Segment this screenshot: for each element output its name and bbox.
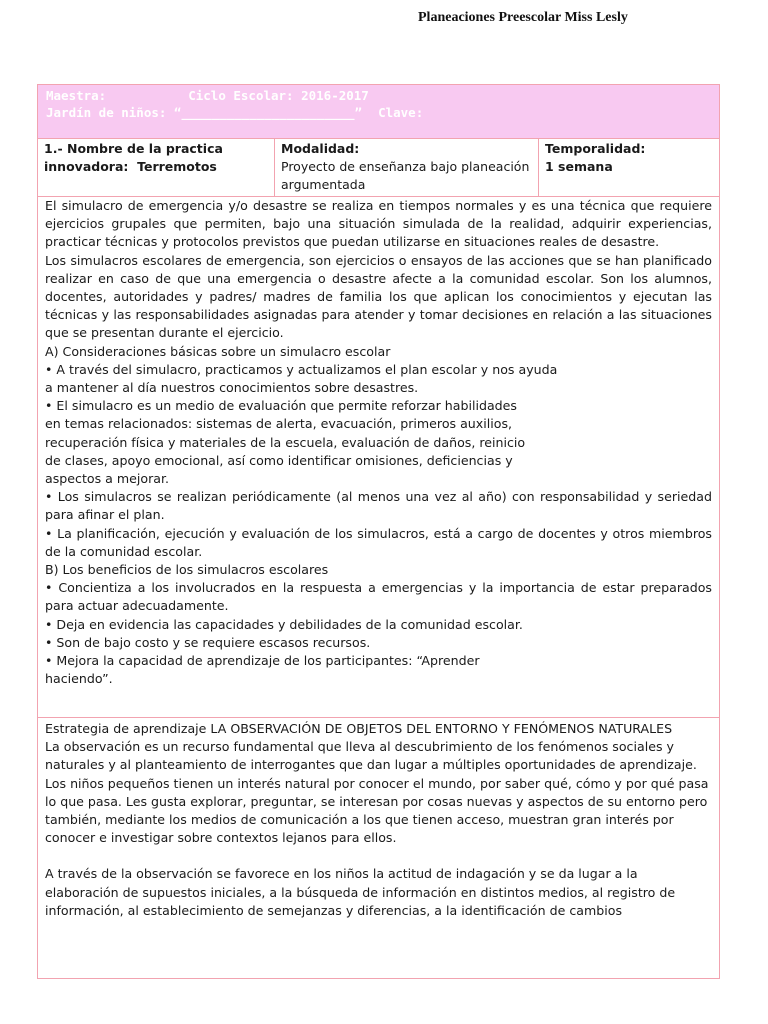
duration-label: Temporalidad: — [545, 141, 646, 156]
bullet-line: • A través del simulacro, practicamos y actualizamos el plan escolar y nos ayuda — [45, 361, 558, 377]
kindergarten-label: Jardín de niños: “_______________________” — [46, 105, 363, 120]
teacher-label: Maestra: — [46, 88, 107, 103]
school-cycle-label: Ciclo Escolar: 2016-2017 — [188, 88, 369, 103]
bullet-line: a mantener al día nuestros conocimientos sobre desastres. — [45, 380, 419, 396]
section-heading: B) Los beneficios de los simulacros escolares — [45, 562, 329, 578]
bullet-item: • Deja en evidencia las capacidades y debilidades de la comunidad escolar. — [45, 616, 523, 632]
modality-cell — [275, 139, 539, 196]
page-header: Planeaciones Preescolar Miss Lesly — [418, 10, 628, 25]
bullet-line: • Mejora la capacidad de aprendizaje de los participantes: “Aprender — [45, 653, 480, 669]
modality-label: Modalidad: — [281, 141, 360, 156]
paragraph: La observación es un recurso fundamental que lleva al descubrimiento de los fenómenos sociales y naturales y al planteamiento de interrogantes que dan lugar a múltiples oportunidades de aprendizaje. Los niños pequeños tienen un interés natural por conocer el mundo, por saber qué, cómo y por qué pasa lo que pasa. Les gusta explorar, preguntar, se interesan por cosas nuevas y aspectos de su entorno pero también, mediante los medios de comunicación a los que tienen acceso, muestran gran interés por conocer e investigar sobre contextos lejanos para ellos. — [45, 739, 709, 846]
planning-table — [37, 84, 720, 979]
paragraph: El simulacro de emergencia y/o desastre se realiza en tiempos normales y es una técnica que requiere ejercicios grupales que permiten, bajo una situación simulada de la realidad, adquirir experiencias, practicar técnicas y protocolos previstos que puedan utilizarse en situaciones reales de desastre. — [45, 198, 712, 250]
paragraph: A través de la observación se favorece en los niños la actitud de indagación y se da lugar a la elaboración de supuestos iniciales, a la búsqueda de información en distintos medios, al registro de información, al establecimiento de semejanzas y diferencias, a la identificación de cambios — [45, 866, 676, 918]
practice-name-label: 1.- Nombre de la practica innovadora: — [44, 141, 223, 174]
duration-value: 1 semana — [545, 159, 613, 174]
section-heading: A) Consideraciones básicas sobre un simulacro escolar — [45, 343, 391, 359]
teacher-info-row — [38, 85, 719, 139]
teacher-cycle-line — [46, 87, 711, 104]
bullet-line: recuperación física y materiales de la escuela, evaluación de daños, reinicio — [45, 434, 526, 450]
key-label: Clave: — [378, 105, 424, 120]
bullet-item: • Los simulacros se realizan periódicamente (al menos una vez al año) con responsabilidad y seriedad para afinar el plan. — [45, 489, 712, 523]
bullet-line: haciendo”. — [45, 671, 113, 687]
kindergarten-line — [46, 104, 711, 121]
bullet-item: • Son de bajo costo y se requiere escasos recursos. — [45, 634, 371, 650]
meta-row — [38, 139, 719, 197]
strategy-text-cell — [38, 718, 719, 978]
simulation-text-cell — [38, 197, 719, 718]
duration-cell — [539, 139, 719, 196]
bullet-line: • El simulacro es un medio de evaluación que permite reforzar habilidades — [45, 398, 517, 414]
bullet-item: • Concientiza a los involucrados en la respuesta a emergencias y la importancia de estar preparados para actuar adecuadamente. — [45, 580, 712, 614]
practice-name-cell — [38, 139, 275, 196]
paragraph: Los simulacros escolares de emergencia, son ejercicios o ensayos de las acciones que se han planificado realizar en caso de que una emergencia o desastre afecte a la comunidad escolar. Son los alumnos, docentes, autoridades y padres/ madres de familia los que aplican los conocimientos y ejecutan las técnicas y las responsabilidades asignadas para atender y tomar decisiones en relación a las situaciones que se presentan durante el ejercicio. — [45, 252, 712, 341]
strategy-title: Estrategia de aprendizaje LA OBSERVACIÓN DE OBJETOS DEL ENTORNO Y FENÓMENOS NATURALES — [45, 721, 673, 736]
modality-value: Proyecto de enseñanza bajo planeación argumentada — [281, 159, 530, 192]
bullet-line: aspectos a mejorar. — [45, 471, 170, 487]
paragraph-gap — [45, 847, 712, 865]
practice-name-value: Terremotos — [137, 159, 217, 174]
bullet-line: de clases, apoyo emocional, así como identificar omisiones, deficiencias y — [45, 452, 513, 468]
bullet-item: • La planificación, ejecución y evaluación de los simulacros, está a cargo de docentes y otros miembros de la comunidad escolar. — [45, 525, 712, 559]
bullet-line: en temas relacionados: sistemas de alerta, evacuación, primeros auxilios, — [45, 416, 513, 432]
